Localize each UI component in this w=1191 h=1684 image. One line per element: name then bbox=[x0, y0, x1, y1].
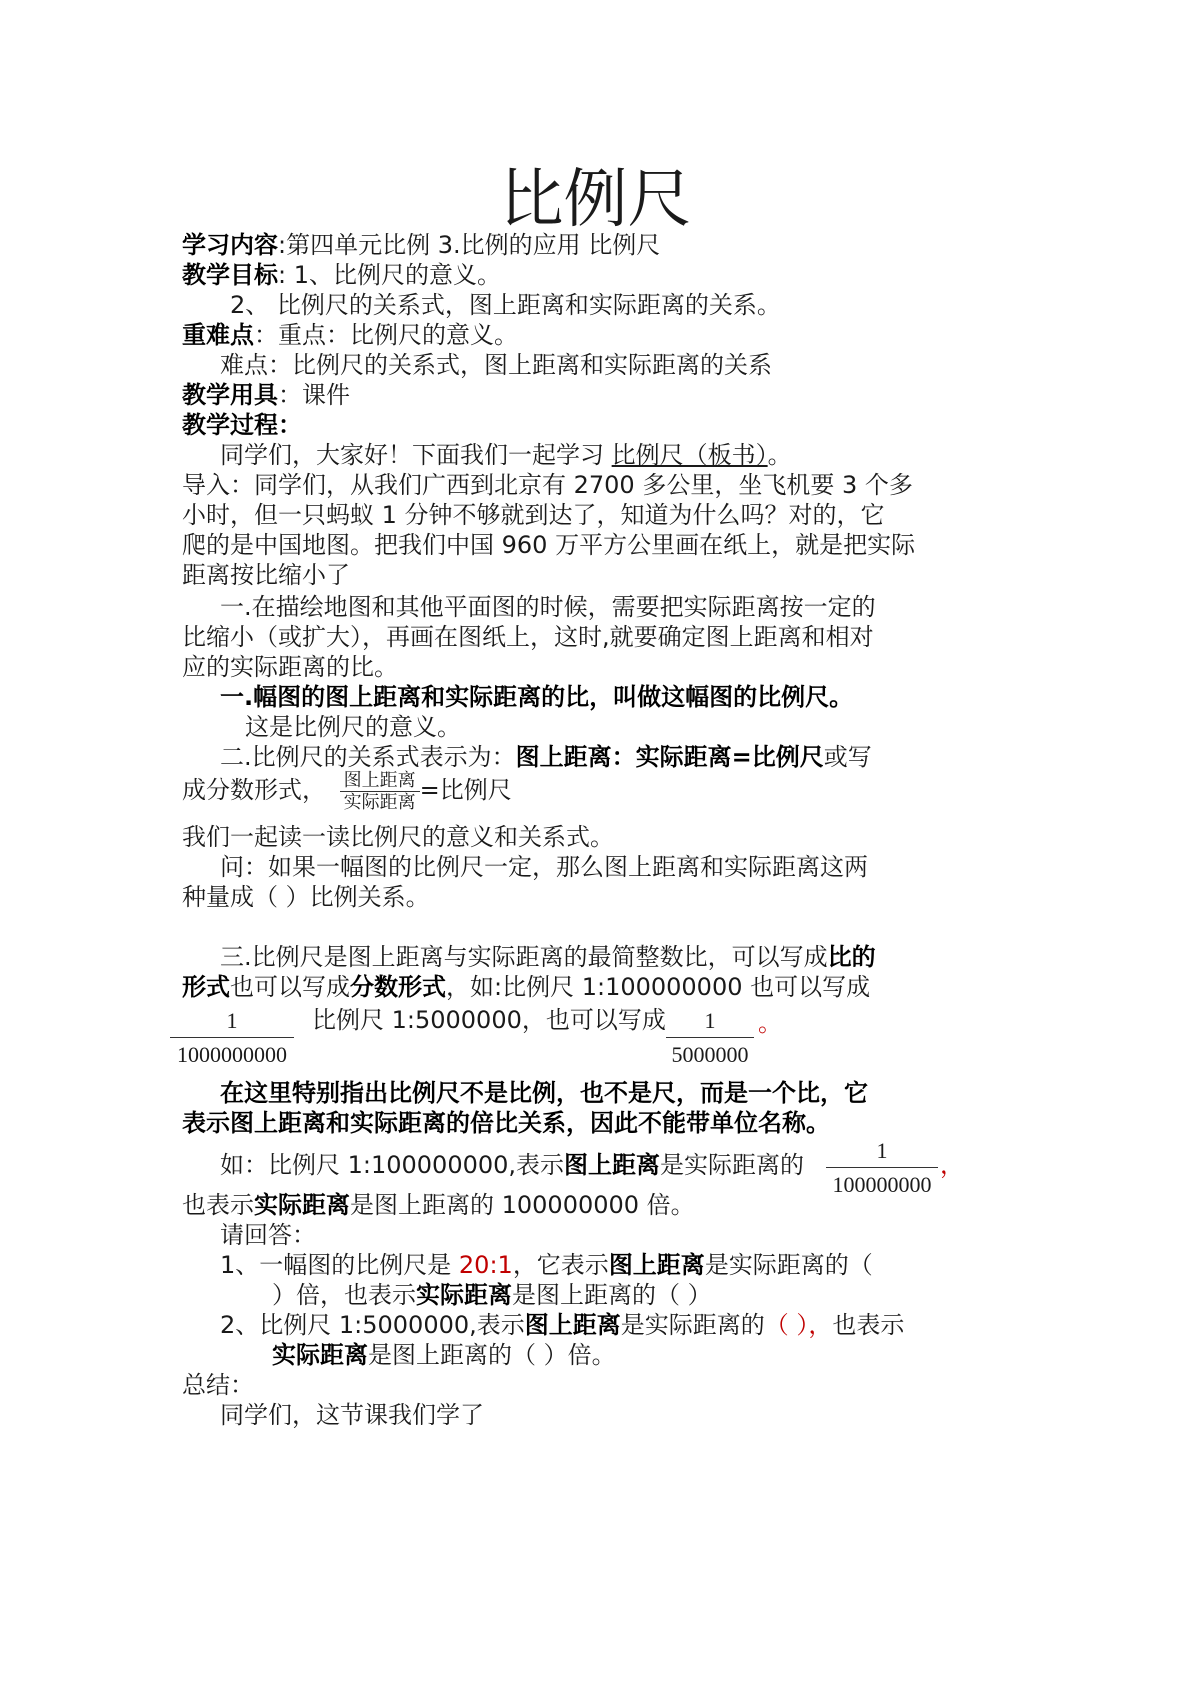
q2-d: 也表示 bbox=[832, 1311, 905, 1339]
q2-blank: （ ）， bbox=[764, 1311, 833, 1339]
q1-line-2 bbox=[272, 1280, 712, 1310]
example-c: 是实际距离的 bbox=[660, 1151, 805, 1179]
p3-f: ，如:比例尺 1:100000000 也可以写成 bbox=[446, 973, 871, 1001]
example2-c: 是图上距离的 100000000 倍。 bbox=[350, 1191, 695, 1219]
example-frac-num: 1 bbox=[826, 1138, 938, 1168]
tools-text: 课件 bbox=[302, 381, 350, 409]
example-a: 如：比例尺 1:100000000,表示 bbox=[220, 1151, 565, 1179]
greeting-text: 同学们，大家好！下面我们一起学习 bbox=[220, 441, 612, 469]
answer-prompt: 请回答： bbox=[220, 1221, 316, 1249]
summary-text: 同学们，这节课我们学了 bbox=[220, 1401, 484, 1429]
p3-c: 形式 bbox=[182, 973, 230, 1001]
relation-formula: 图上距离：实际距离=比例尺 bbox=[515, 743, 824, 771]
goals-label: 教学目标 bbox=[182, 261, 278, 289]
p3-line-1 bbox=[220, 942, 876, 972]
q1-b: ，它表示 bbox=[512, 1251, 609, 1279]
difficulty-line bbox=[182, 320, 518, 350]
fraction-form-line bbox=[182, 768, 512, 813]
example-frac-den: 100000000 bbox=[832, 1172, 932, 1197]
p1-line-1: 一.在描绘地图和其他平面图的时候，需要把实际距离按一定的 bbox=[220, 593, 876, 621]
content-sep: : bbox=[278, 231, 287, 259]
fraction1-num: 1 bbox=[170, 1008, 294, 1038]
fraction-1-over-100000000 bbox=[826, 1138, 938, 1198]
fraction-denominator: 实际距离 bbox=[343, 791, 416, 813]
q1-c: 图上距离 bbox=[608, 1251, 705, 1279]
greeting-topic: 比例尺（板书） bbox=[611, 441, 768, 469]
fraction-suffix: =比例尺 bbox=[419, 776, 512, 804]
question-line-2: 种量成（ ）比例关系。 bbox=[182, 883, 430, 911]
example2-line bbox=[182, 1190, 695, 1220]
fraction-prefix: 成分数形式， bbox=[182, 776, 326, 804]
example-end: ， bbox=[940, 1151, 964, 1179]
p3-e: 分数形式 bbox=[350, 973, 446, 1001]
q1-d: 是实际距离的（ bbox=[704, 1251, 873, 1279]
p3-d: 也可以写成 bbox=[230, 973, 350, 1001]
summary-label: 总结： bbox=[182, 1371, 254, 1399]
definition-line bbox=[220, 682, 853, 712]
q1-a: 1、一幅图的比例尺是 bbox=[220, 1251, 459, 1279]
special-line-1 bbox=[220, 1078, 868, 1108]
special-text-1: 在这里特别指出比例尺不是比例，也不是尺，而是一个比，它 bbox=[220, 1079, 868, 1107]
content-text: 第四单元比例 3.比例的应用 比例尺 bbox=[286, 231, 661, 259]
q1-ratio: 20:1 bbox=[458, 1251, 513, 1279]
example2-b: 实际距离 bbox=[254, 1191, 350, 1219]
fraction-formula bbox=[340, 770, 420, 813]
fraction2-den: 5000000 bbox=[671, 1042, 749, 1067]
process-label: 教学过程 bbox=[182, 411, 278, 439]
fraction1-den: 1000000000 bbox=[177, 1042, 287, 1067]
q2-line-2 bbox=[272, 1340, 616, 1370]
tools-line bbox=[182, 380, 350, 410]
definition-text: 一.幅图的图上距离和实际距离的比，叫做这幅图的比例尺。 bbox=[220, 683, 854, 711]
q2-f: 是图上距离的（ ）倍。 bbox=[368, 1341, 616, 1369]
q1-f: 实际距离 bbox=[416, 1281, 512, 1309]
process-line bbox=[182, 410, 302, 440]
intro-line-3: 爬的是中国地图。把我们中国 960 万平方公里画在纸上，就是把实际 bbox=[182, 531, 916, 559]
goals-item-2: 2、 比例尺的关系式，图上距离和实际距离的关系。 bbox=[230, 291, 781, 319]
intro-line-4: 距离按比缩小了 bbox=[182, 561, 350, 589]
goals-item-1: 1、比例尺的意义。 bbox=[293, 261, 501, 289]
q1-line-1 bbox=[220, 1250, 873, 1280]
question-line-1: 问：如果一幅图的比例尺一定，那么图上距离和实际距离这两 bbox=[220, 853, 868, 881]
difficulty-hard: 难点：比例尺的关系式，图上距离和实际距离的关系 bbox=[220, 351, 772, 379]
fraction-1-over-5000000 bbox=[666, 1008, 754, 1068]
p1-line-3: 应的实际距离的比。 bbox=[182, 653, 398, 681]
read-line: 我们一起读一读比例尺的意义和关系式。 bbox=[182, 823, 614, 851]
greeting-line bbox=[220, 440, 792, 470]
fraction-1-over-1000000000 bbox=[170, 1008, 294, 1068]
intro-line-2: 小时，但一只蚂蚁 1 分钟不够就到达了，知道为什么吗？对的，它 bbox=[182, 501, 885, 529]
difficulty-key: 重点：比例尺的意义。 bbox=[278, 321, 518, 349]
special-text-2: 表示图上距离和实际距离的倍比关系，因此不能带单位名称。 bbox=[182, 1109, 830, 1137]
greeting-end: 。 bbox=[767, 441, 792, 469]
q2-line-1 bbox=[220, 1310, 904, 1340]
tools-sep: ： bbox=[278, 381, 302, 409]
process-sep: ： bbox=[278, 411, 302, 439]
content-line bbox=[182, 230, 660, 260]
relation-a: 二.比例尺的关系式表示为： bbox=[220, 743, 516, 771]
relation-c: 或写 bbox=[823, 743, 872, 771]
p3-mid-text: 比例尺 1:5000000，也可以写成 bbox=[312, 1006, 666, 1034]
intro-line-1: 导入：同学们，从我们广西到北京有 2700 多公里，坐飞机要 3 个多 bbox=[182, 471, 913, 499]
q1-g: 是图上距离的（ ） bbox=[512, 1281, 712, 1309]
tools-label: 教学用具 bbox=[182, 381, 278, 409]
q2-e: 实际距离 bbox=[272, 1341, 368, 1369]
q2-a: 2、比例尺 1:5000000,表示 bbox=[220, 1311, 525, 1339]
fraction-numerator: 图上距离 bbox=[340, 770, 420, 792]
goals-line bbox=[182, 260, 501, 290]
difficulty-sep: ： bbox=[254, 321, 278, 349]
fraction2-num: 1 bbox=[666, 1008, 754, 1038]
difficulty-label: 重难点 bbox=[182, 321, 254, 349]
example-b: 图上距离 bbox=[564, 1151, 661, 1179]
p3-b: 比的 bbox=[827, 943, 876, 971]
example2-a: 也表示 bbox=[182, 1191, 254, 1219]
special-line-2 bbox=[182, 1108, 830, 1138]
q2-b: 图上距离 bbox=[524, 1311, 621, 1339]
p3-line-2 bbox=[182, 972, 870, 1002]
p1-line-2: 比缩小（或扩大），再画在图纸上，这时,就要确定图上距离和相对 bbox=[182, 623, 874, 651]
goals-sep: : bbox=[278, 261, 294, 289]
content-label: 学习内容 bbox=[182, 231, 278, 259]
q1-e: ）倍，也表示 bbox=[272, 1281, 416, 1309]
page-title: 比例尺 bbox=[499, 163, 692, 237]
p3-end: 。 bbox=[758, 1009, 782, 1037]
p3-a: 三.比例尺是图上距离与实际距离的最简整数比，可以写成 bbox=[220, 943, 828, 971]
example-line bbox=[220, 1150, 804, 1180]
meaning-line: 这是比例尺的意义。 bbox=[245, 713, 461, 741]
q2-c: 是实际距离的 bbox=[620, 1311, 765, 1339]
